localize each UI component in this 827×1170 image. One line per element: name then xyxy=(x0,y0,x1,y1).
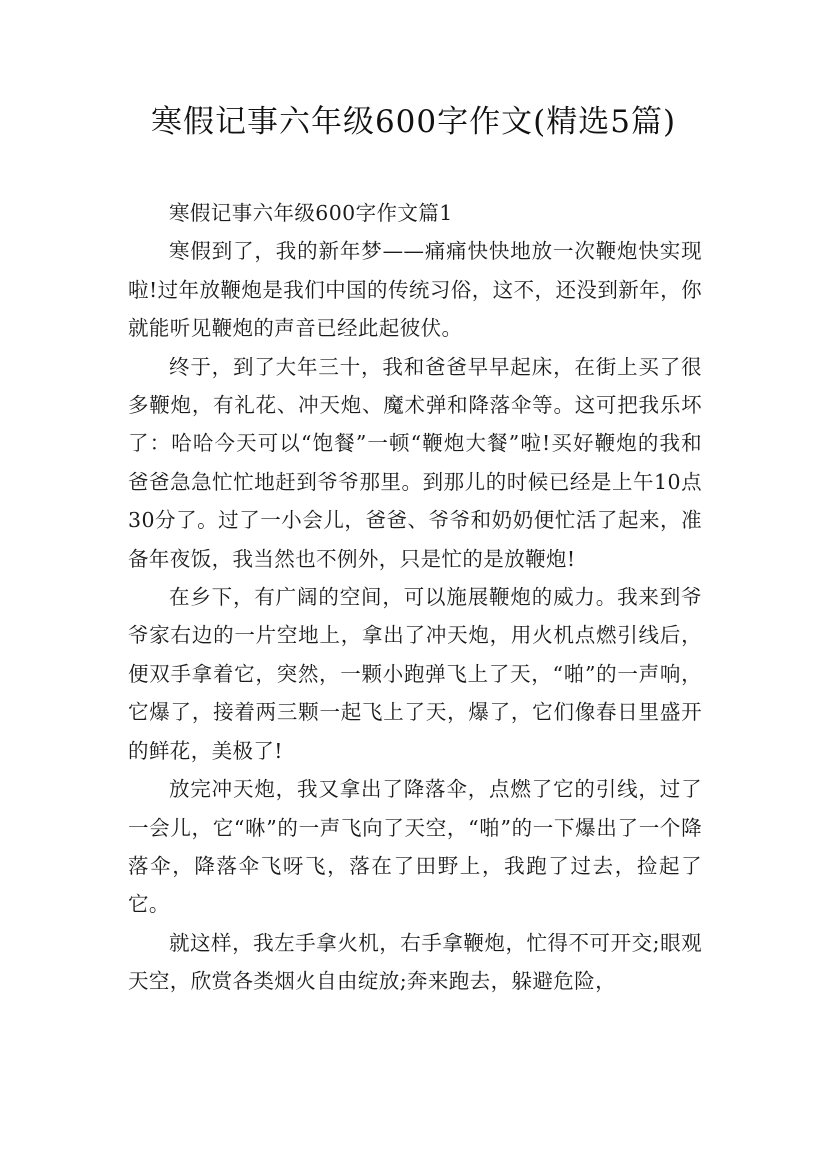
paragraph: 在乡下，有广阔的空间，可以施展鞭炮的威力。我来到爷爷家右边的一片空地上，拿出了冲天炮，用火机点燃引线后，便双手拿着它，突然，一颗小跑弹飞上了天，“啪”的一声响，它爆了，接着两三颗一起飞上了天，爆了，它们像春日里盛开的鲜花，美极了! xyxy=(128,585,702,763)
paragraph: 寒假到了，我的新年梦——痛痛快快地放一次鞭炮快实现啦!过年放鞭炮是我们中国的传统习俗，这不，还没到新年，你就能听见鞭炮的声音已经此起彼伏。 xyxy=(128,239,702,341)
document-body xyxy=(128,194,702,1001)
document-title: 寒假记事六年级600字作文(精选5篇) xyxy=(150,104,677,140)
paragraph: 终于，到了大年三十，我和爸爸早早起床，在街上买了很多鞭炮，有礼花、冲天炮、魔术弹和降落伞等。这可把我乐坏了：哈哈今天可以“饱餐”一顿“鞭炮大餐”啦!买好鞭炮的我和爸爸急急忙忙地赶到爷爷那里。到那儿的时候已经是上午10点30分了。过了一小会儿，爸爸、爷爷和奶奶便忙活了起来，准备年夜饭，我当然也不例外，只是忙的是放鞭炮! xyxy=(128,354,702,571)
paragraph: 就这样，我左手拿火机，右手拿鞭炮，忙得不可开交;眼观天空，欣赏各类烟火自由绽放;奔来跑去，躲避危险， xyxy=(128,930,702,994)
section-heading: 寒假记事六年级600字作文篇1 xyxy=(169,201,453,225)
paragraph: 放完冲天炮，我又拿出了降落伞，点燃了它的引线，过了一会儿，它“咻”的一声飞向了天空，“啪”的一下爆出了一个降落伞，降落伞飞呀飞，落在了田野上，我跑了过去，捡起了它。 xyxy=(128,777,702,917)
